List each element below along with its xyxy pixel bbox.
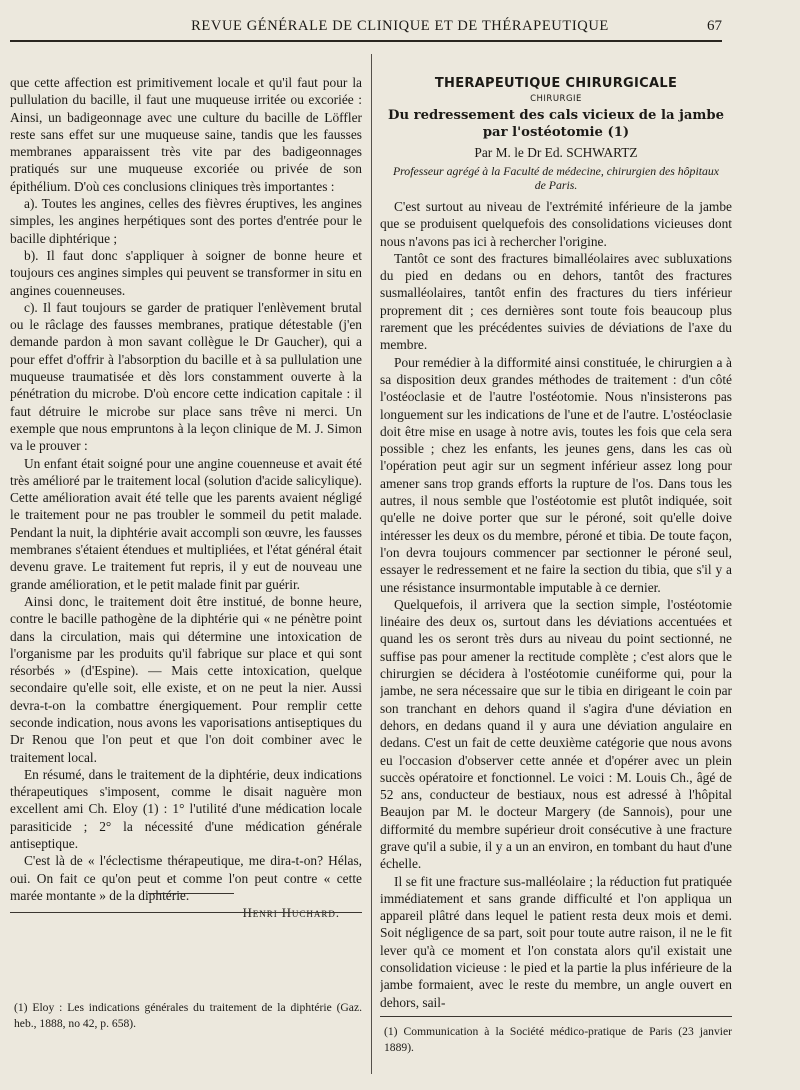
- left-paragraph: En résumé, dans le traitement de la diphtérie, deux indications thérapeutiques s'imposent, comme le disait naguère mon excellent ami Ch. Eloy (1) : 1° l'utilité d'une médication locale parasiticide ; 2° la nécessité d'une médication générale antiseptique.: [10, 766, 362, 852]
- right-column: [380, 74, 732, 1074]
- right-paragraph: Il se fit une fracture sus-malléolaire ; la réduction fut pratiquée immédiatement et sans grande difficulté et l'on appliqua un appareil plâtré dans lequel le patient resta deux mois et demi. Soit négligence de sa part, soit pour toute autre raison, il ne le fit lever qu'à ce moment et l'on constata alors qu'il existait une consolidation vicieuse : le pied et la partie la plus inférieure de la jambe formaient, avec le reste du membre, un angle ouvert en dehors, sail-: [380, 873, 732, 1010]
- section-subheading: CHIRURGIE: [530, 94, 582, 104]
- left-paragraph: a). Toutes les angines, celles des fièvres éruptives, les angines simples, les angines herpétiques sont des portes d'entrée pour le bacille diphtérique ;: [10, 196, 362, 246]
- right-paragraph: Pour remédier à la difformité ainsi constituée, le chirurgien a à sa disposition deux grandes méthodes de traitement : d'un côté l'ostéoclasie et de l'autre l'ostéotomie. Nous n'insisterons pas longuement sur les indications de l'une et de l'autre. L'ostéoclasie doit être mise en usage à notre avis, toutes les fois que cela sera possible ; chez les enfants, les jeunes gens, dans les cas où l'opération peut agir sur un segment inférieur assez long pour amener sans trop grands efforts la rupture de l'os. Dans tous les autres, il nous semble que l'ostéotomie est plutôt indiquée, soit qu'elle ne doive porter que sur le péroné, soit qu'elle doive intéresser les deux os du membre, péroné et tibia. De toute façon, l'on devra toujours commencer par sectionner le péroné seul, essayer le redressement et ne faire la section du tibia, que s'il y a une résistance insurmontable imputable à ce dernier.: [380, 354, 732, 595]
- left-paragraph: C'est là de « l'éclectisme thérapeutique, me dira-t-on? Hélas, oui. On fait ce qu'on peut et comme l'on peut contre « cette marée montante » de la diphtérie.: [10, 853, 362, 903]
- author-signature: Henri Huchard.: [242, 906, 340, 921]
- header-rule: [10, 40, 722, 42]
- journal-title: REVUE GÉNÉRALE DE CLINIQUE ET DE THÉRAPEUTIQUE: [191, 18, 609, 34]
- right-paragraph: Quelquefois, il arrivera que la section simple, l'ostéotomie linéaire des deux os, surtout dans les déviations accentuées et quand les os seront très durs au niveau du point sectionné, ne suffise pas pour amener la rectitude complète ; c'est alors que le chirurgien se décidera à l'ostéotomie cunéiforme qui, pour la jambe, ne sera nécessaire que sur le tibia en dirigeant le coin par son tranchant en dehors quand il s'agira d'une déviation en dehors, en dedans quand il y aura une déviation angulaire en dedans. C'est un fait de cette deuxième catégorie que nous avons eu l'occasion d'observer cette année et d'opérer avec un plein succès opératoire et fonctionnel. Le voici : M. Louis Ch., âgé de 52 ans, conducteur de bestiaux, nous est adressé à l'hôpital Beaujon par M. le docteur Margery (de Sannois), pour une difformité du membre supérieur droit consécutive à une fracture grave qu'il a subie, il y a un an environ, en tombant du haut d'une échelle.: [380, 596, 732, 872]
- left-paragraph: b). Il faut donc s'appliquer à soigner de bonne heure et toujours ces angines simples qui peuvent se transformer in situ en angines couenneuses.: [10, 247, 362, 298]
- footnote-left: (1) Eloy : Les indications générales du traitement de la diphtérie (Gaz. heb., 1888, no 42, p. 658).: [14, 1001, 362, 1030]
- left-paragraph: Ainsi donc, le traitement doit être institué, de bonne heure, contre le bacille pathogène de la diphtérie qui « ne pénètre point dans la circulation, mais qui détermine une intoxication de l'organisme par les produits qu'il fabrique sur place et qui sont résorbés » (d'Espine). — Mais cette intoxication, quelque secondaire qu'elle soit, elle existe, et on ne peut la nier. Aussi devra-t-on la combattre énergiquement. Pour remplir cette seconde indication, nous avons les vaporisations antiseptiques du Dr Renou que l'on peut et que l'on doit combiner avec le traitement local.: [10, 593, 362, 765]
- article-title: Du redressement des cals vicieux de la jambe par l'ostéotomie (1): [388, 108, 724, 140]
- running-header: [0, 14, 800, 40]
- column-divider: [371, 54, 372, 1074]
- footnote-right: (1) Communication à la Société médico-pratique de Paris (23 janvier 1889).: [384, 1025, 732, 1054]
- left-column: [10, 74, 362, 1074]
- left-paragraph: que cette affection est primitivement locale et qu'il faut pour la pullulation du bacille, il faut une muqueuse irritée ou excoriée : Ainsi, un badigeonnage avec une culture du bacille de Löffler reste sans effet sur une muqueuse saine, tandis que les fausses membranes apparaissent très vite par des badigeonnages pratiqués sur une muqueuse excoriée ou privée de son épithélium. D'où ces conclusions cliniques très importantes :: [10, 75, 362, 194]
- article-author: Par M. le Dr Ed. SCHWARTZ: [474, 145, 638, 160]
- author-affiliation: Professeur agrégé à la Faculté de médecine, chirurgien des hôpitaux de Paris.: [392, 164, 720, 192]
- page-number: 67: [707, 18, 722, 34]
- left-paragraph: Un enfant était soigné pour une angine couenneuse et avait été très amélioré par le traitement local (solution d'acide salicylique). Cette amélioration avait été telle que les parents avaient négligé le traitement pour ne pas troubler le sommeil du petit malade. Pendant la nuit, la diphtérie avait accompli son œuvre, les fausses membranes s'étaient étendues et multipliées, et l'état général était devenu grave. Le traitement fut repris, il y eut de nouveau une grande amélioration, et le petit malade finit par guérir.: [10, 455, 362, 592]
- right-paragraph: C'est surtout au niveau de l'extrémité inférieure de la jambe que se produisent quelquefois des consolidations vicieuses dont nous n'avons pas ici à rechercher l'origine.: [380, 199, 732, 249]
- footnote-rule-right: [380, 1016, 732, 1017]
- left-paragraph: c). Il faut toujours se garder de pratiquer l'enlèvement brutal ou le râclage des fausses membranes, pratique détestable (j'en demande pardon à mon savant collègue le Dr Gaucher), qui a pour effet d'offrir à l'absorption du bacille et à sa pullulation une muqueuse traumatisée et dès lors constamment ouverte à la pénétration du microbe. D'où encore cette indication capitale : il faut détruire le microbe sur place sans trêve ni merci. Un exemple que nous empruntons à la leçon clinique de M. J. Simon va le prouver :: [10, 299, 362, 454]
- footnote-rule-left: [10, 912, 362, 913]
- section-heading: THERAPEUTIQUE CHIRURGICALE: [434, 76, 678, 91]
- end-rule: [148, 893, 234, 894]
- right-paragraph: Tantôt ce sont des fractures bimalléolaires avec subluxations du pied en dedans ou en dehors, tantôt des fractures susmalléolaires, tantôt enfin des fractures du tiers inférieur proprement dit ; ces dernières sont toute fois beaucoup plus rarement que les précédentes suivies de déviations de l'axe du membre.: [380, 250, 732, 353]
